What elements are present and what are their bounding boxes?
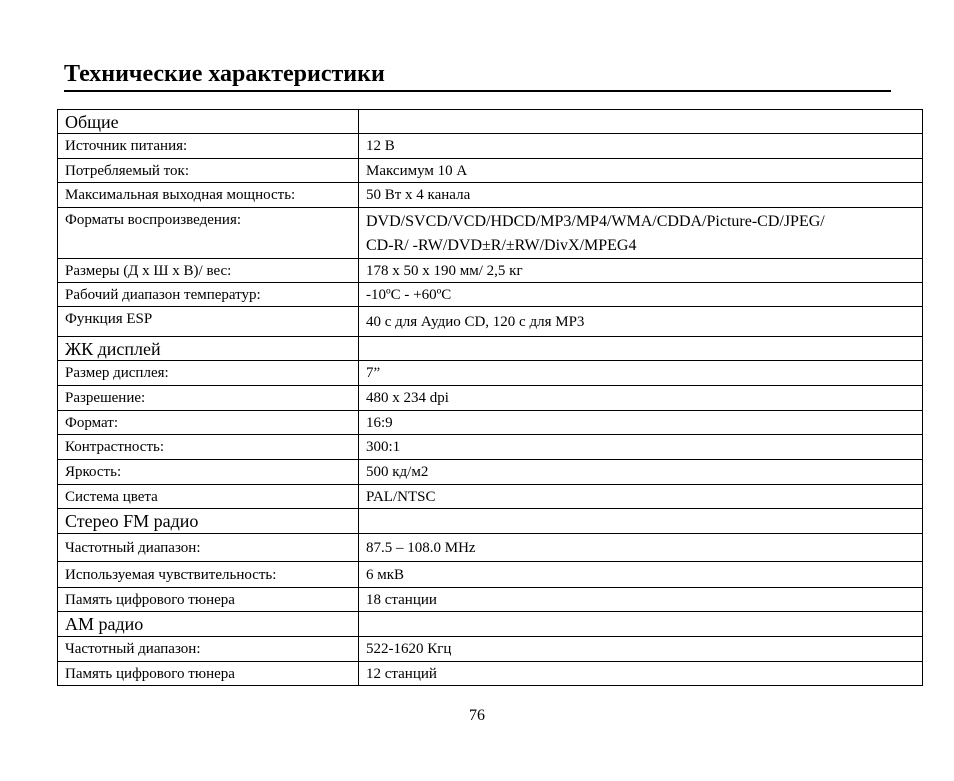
section-header-lcd-display (58, 337, 923, 361)
section-empty-cell (359, 612, 923, 637)
spec-value: PAL/NTSC (359, 485, 923, 509)
spec-value: 87.5 – 108.0 MHz (359, 534, 923, 562)
spec-value-line: DVD/SVCD/VCD/HDCD/MP3/MP4/WMA/CDDA/Picture-CD/JPEG/ (366, 213, 825, 230)
table-row (58, 183, 923, 208)
spec-value: 480 x 234 dpi (359, 386, 923, 411)
section-empty-cell (359, 337, 923, 361)
spec-label: Потребляемый ток: (58, 159, 359, 183)
spec-value: Максимум 10 А (359, 159, 923, 183)
section-title: Стерео FM радио (58, 509, 359, 534)
spec-value: 6 мкВ (359, 562, 923, 588)
spec-label: Источник питания: (58, 134, 359, 159)
spec-value: 12 станций (359, 662, 923, 686)
table-row (58, 485, 923, 509)
page-number: 76 (469, 707, 485, 724)
table-row (58, 460, 923, 485)
spec-label: Максимальная выходная мощность: (58, 183, 359, 208)
table-row (58, 307, 923, 337)
spec-value: 50 Вт х 4 канала (359, 183, 923, 208)
table-row (58, 259, 923, 283)
table-row (58, 534, 923, 562)
spec-value: 18 станции (359, 588, 923, 612)
spec-label: Формат: (58, 411, 359, 435)
spec-value: 7” (359, 361, 923, 386)
spec-label: Используемая чувствительность: (58, 562, 359, 588)
table-row (58, 637, 923, 662)
section-empty-cell (359, 509, 923, 534)
section-header-general (58, 110, 923, 134)
spec-value: -10ºC - +60ºC (359, 283, 923, 307)
spec-label: Память цифрового тюнера (58, 588, 359, 612)
spec-label: Частотный диапазон: (58, 637, 359, 662)
table-row (58, 588, 923, 612)
spec-value (359, 208, 923, 259)
table-row (58, 435, 923, 460)
spec-label: Разрешение: (58, 386, 359, 411)
spec-value-line: CD-R/ -RW/DVD±R/±RW/DivX/MPEG4 (366, 237, 637, 254)
spec-label: Система цвета (58, 485, 359, 509)
spec-value: 522-1620 Кгц (359, 637, 923, 662)
page-title: Технические характеристики (64, 61, 385, 87)
spec-label: Яркость: (58, 460, 359, 485)
spec-label: Частотный диапазон: (58, 534, 359, 562)
section-title: ЖК дисплей (58, 337, 359, 361)
specifications-table (57, 109, 923, 686)
table-row (58, 662, 923, 686)
spec-value: 300:1 (359, 435, 923, 460)
table-row (58, 361, 923, 386)
table-row (58, 283, 923, 307)
table-row (58, 134, 923, 159)
spec-value: 40 с для Аудио CD, 120 с для MP3 (359, 307, 923, 337)
section-empty-cell (359, 110, 923, 134)
spec-label: Рабочий диапазон температур: (58, 283, 359, 307)
title-underline (64, 90, 891, 92)
spec-value: 500 кд/м2 (359, 460, 923, 485)
table-row (58, 562, 923, 588)
spec-value: 16:9 (359, 411, 923, 435)
table-row (58, 386, 923, 411)
spec-value: 178 х 50 х 190 мм/ 2,5 кг (359, 259, 923, 283)
spec-label: Память цифрового тюнера (58, 662, 359, 686)
section-header-am-radio (58, 612, 923, 637)
spec-label: Функция ESP (58, 307, 359, 337)
spec-label: Форматы воспроизведения: (58, 208, 359, 259)
spec-label: Контрастность: (58, 435, 359, 460)
spec-label: Размер дисплея: (58, 361, 359, 386)
section-title: Общие (58, 110, 359, 134)
section-title: AM радио (58, 612, 359, 637)
spec-label: Размеры (Д х Ш х В)/ вес: (58, 259, 359, 283)
spec-value: 12 В (359, 134, 923, 159)
section-header-fm-radio (58, 509, 923, 534)
table-row (58, 208, 923, 259)
table-row (58, 159, 923, 183)
table-row (58, 411, 923, 435)
